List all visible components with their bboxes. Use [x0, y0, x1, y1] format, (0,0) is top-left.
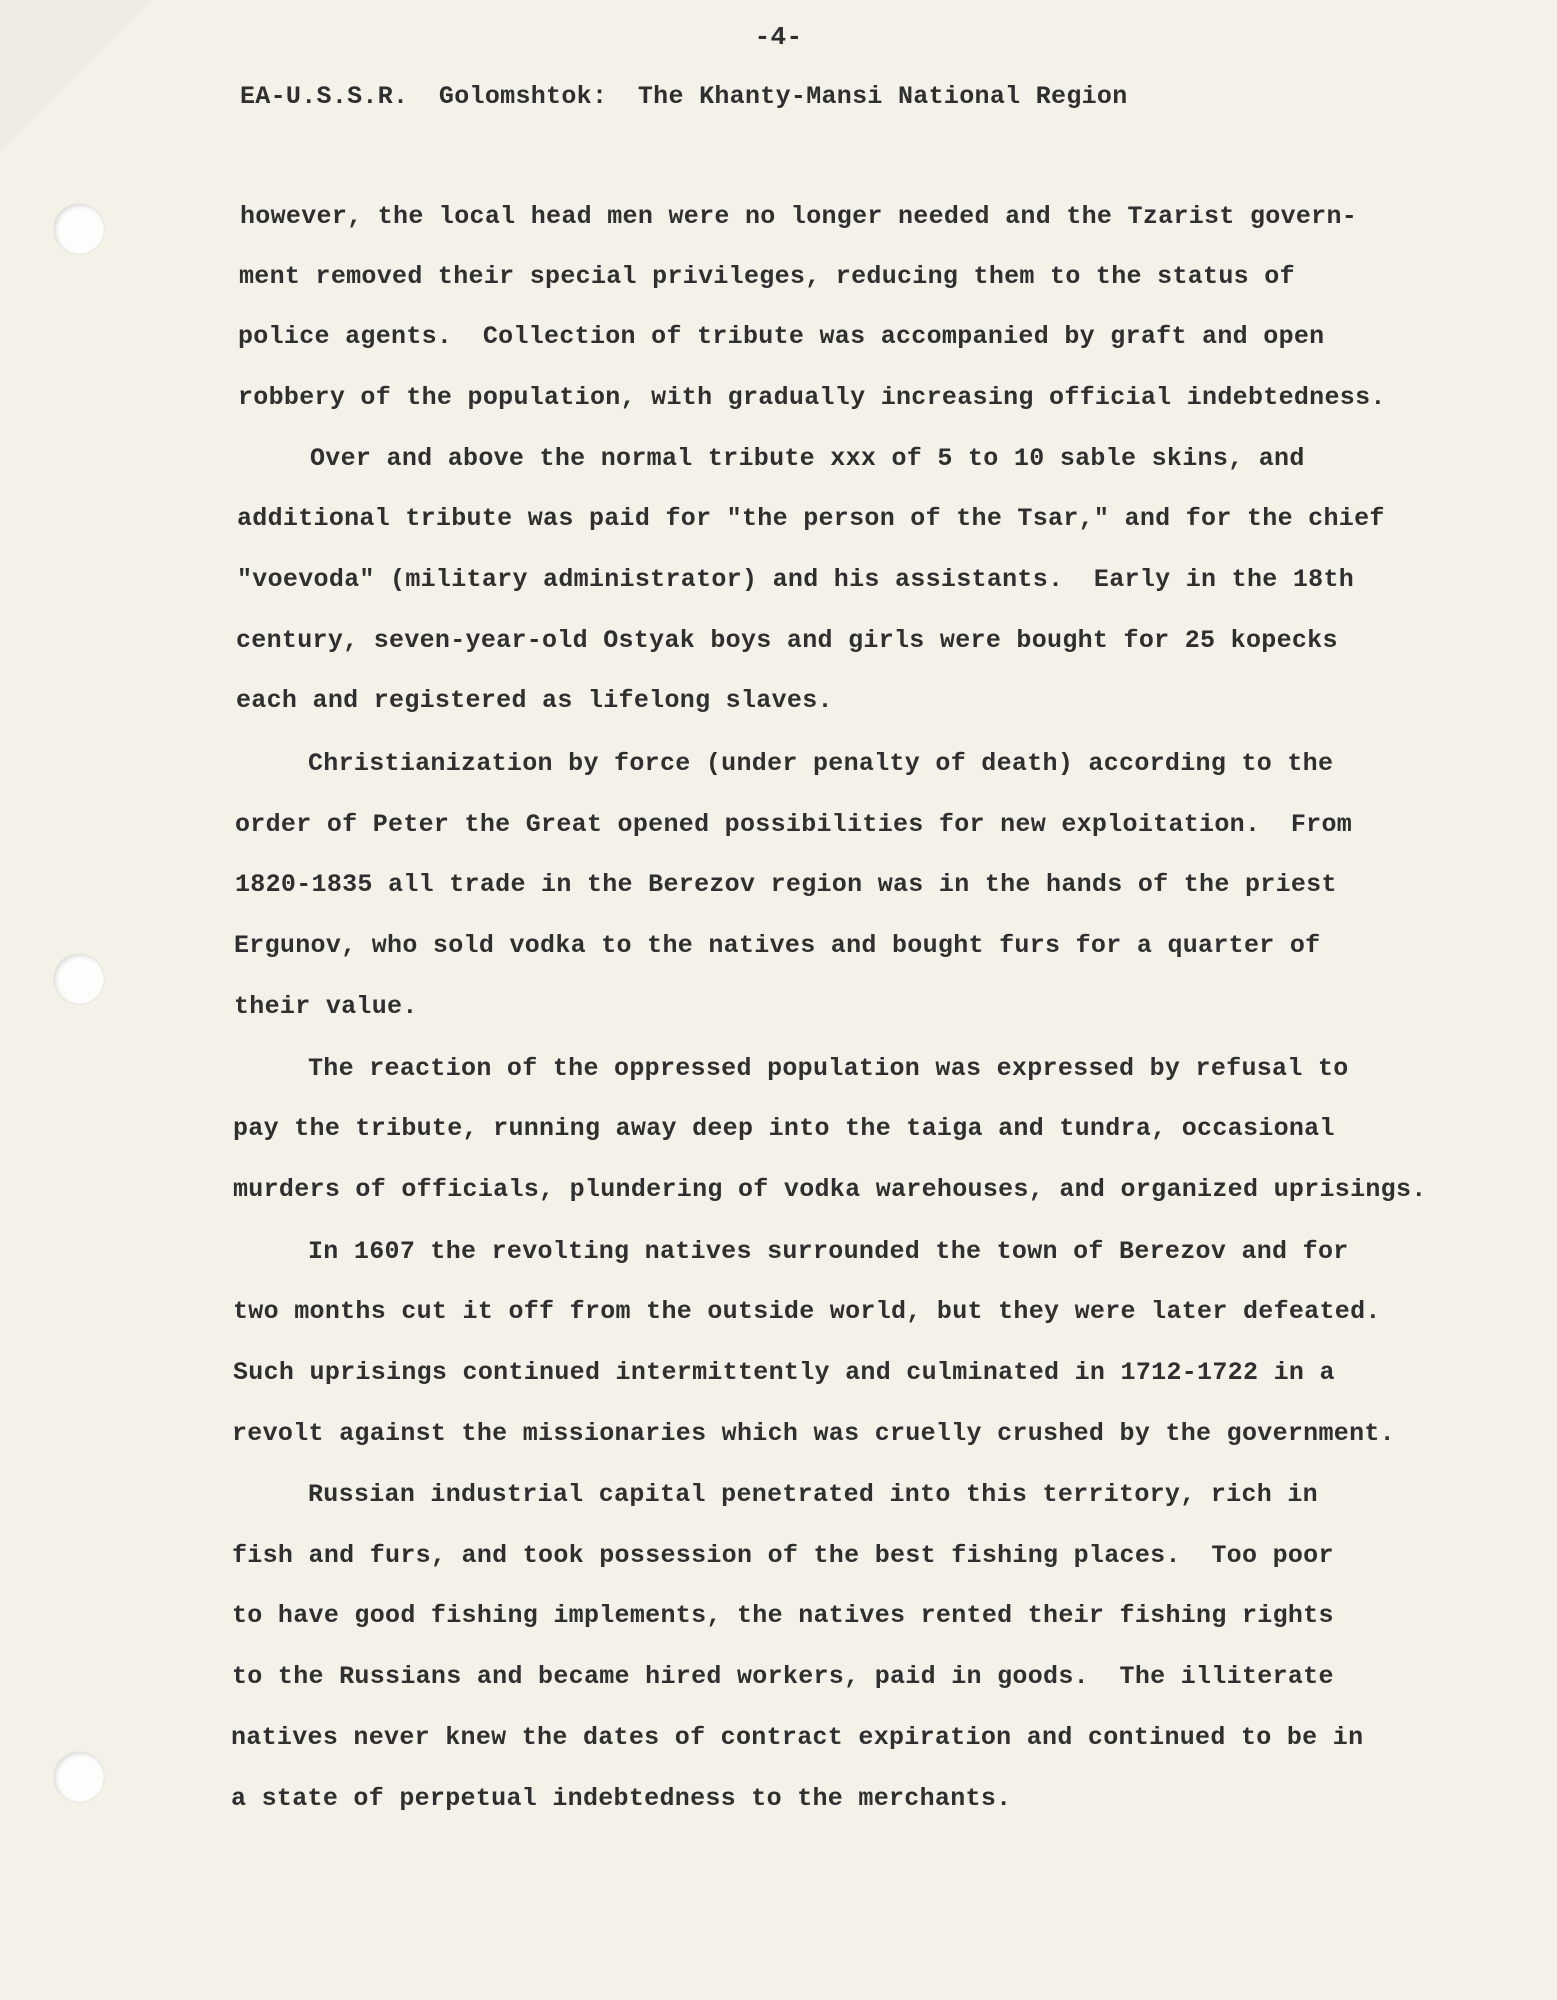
text-line: ment removed their special privileges, reducing them to the status of [239, 262, 1295, 291]
text-line: order of Peter the Great opened possibilities for new exploitation. From [235, 810, 1353, 839]
text-line: fish and furs, and took possession of the best fishing places. Too poor [232, 1541, 1334, 1570]
punch-hole [54, 1752, 104, 1802]
text-line: natives never knew the dates of contract expiration and continued to be in [231, 1723, 1364, 1752]
punch-hole [54, 954, 104, 1004]
text-line: revolt against the missionaries which was cruelly crushed by the government. [232, 1419, 1395, 1448]
text-line: In 1607 the revolting natives surrounded the town of Berezov and for [308, 1237, 1349, 1266]
text-line: Russian industrial capital penetrated into this territory, rich in [308, 1480, 1318, 1509]
punch-hole [54, 204, 104, 254]
text-line: pay the tribute, running away deep into the taiga and tundra, occasional [233, 1114, 1335, 1143]
document-header: EA-U.S.S.R. Golomshtok: The Khanty-Mansi National Region [240, 82, 1128, 111]
text-line: however, the local head men were no longer needed and the Tzarist govern- [240, 202, 1358, 231]
text-line: their value. [234, 992, 418, 1021]
text-line: robbery of the population, with gradually increasing official indebtedness. [238, 383, 1386, 412]
text-line: to have good fishing implements, the natives rented their fishing rights [232, 1601, 1334, 1630]
text-line: The reaction of the oppressed population was expressed by refusal to [308, 1054, 1349, 1083]
text-line: to the Russians and became hired workers, paid in goods. The illiterate [232, 1662, 1334, 1691]
text-line: each and registered as lifelong slaves. [236, 686, 833, 715]
text-line: "voevoda" (military administrator) and his assistants. Early in the 18th [237, 565, 1355, 594]
text-line: Ergunov, who sold vodka to the natives and bought furs for a quarter of [234, 931, 1321, 960]
text-line: 1820-1835 all trade in the Berezov region was in the hands of the priest [235, 870, 1337, 899]
text-line: two months cut it off from the outside world, but they were later defeated. [233, 1297, 1381, 1326]
text-line: a state of perpetual indebtedness to the merchants. [231, 1784, 1012, 1813]
text-line: murders of officials, plundering of vodka warehouses, and organized uprisings. [233, 1175, 1427, 1204]
page-number: -4- [754, 22, 803, 52]
text-line: Christianization by force (under penalty of death) according to the [308, 749, 1334, 778]
text-line: additional tribute was paid for "the person of the Tsar," and for the chief [237, 504, 1385, 533]
text-line: Over and above the normal tribute xxx of 5 to 10 sable skins, and [310, 444, 1305, 473]
text-line: century, seven-year-old Ostyak boys and girls were bought for 25 kopecks [236, 626, 1338, 655]
text-line: police agents. Collection of tribute was accompanied by graft and open [238, 322, 1325, 351]
text-line: Such uprisings continued intermittently and culminated in 1712-1722 in a [233, 1358, 1335, 1387]
